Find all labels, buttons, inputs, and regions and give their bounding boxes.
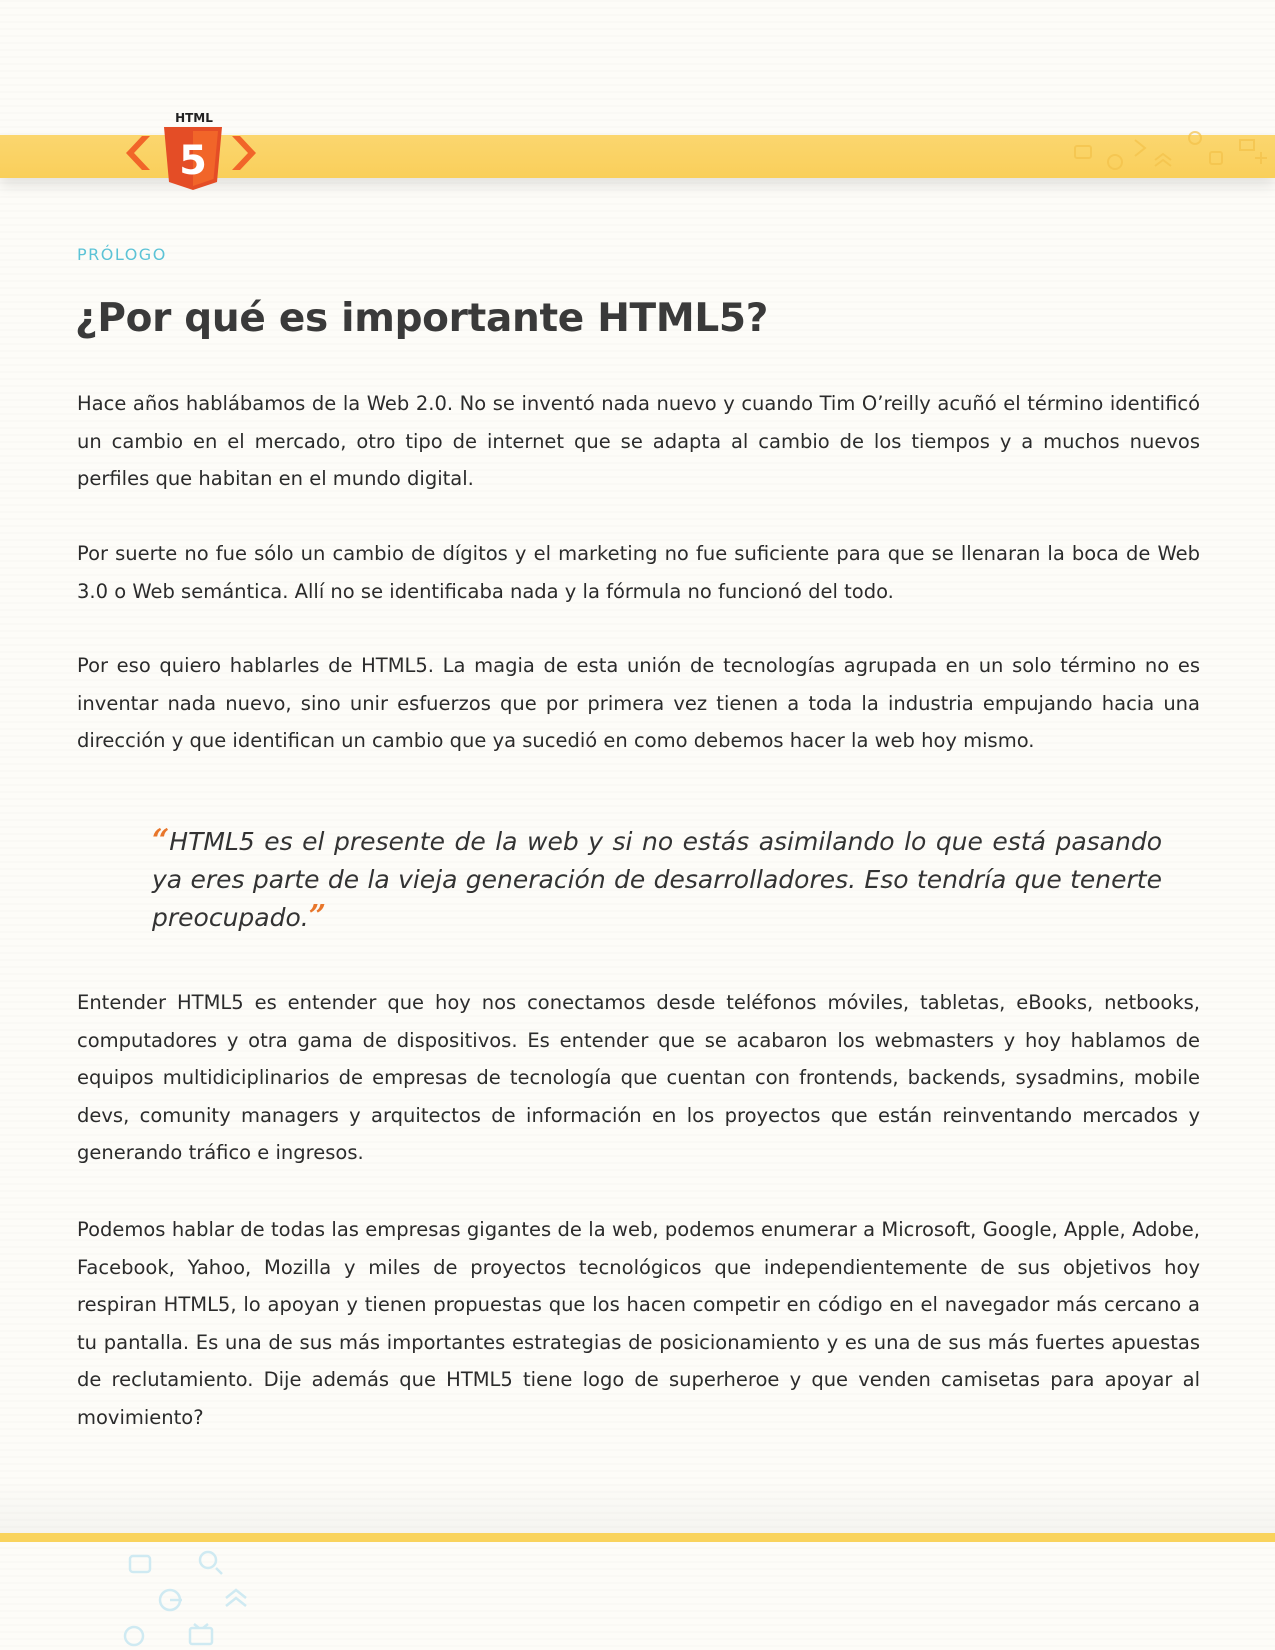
section-label: PRÓLOGO <box>77 245 167 264</box>
phone-icon <box>1210 152 1222 164</box>
layers-icon <box>226 1590 246 1606</box>
paragraph: Podemos hablar de todas las empresas gigantes de la web, podemos enumerar a Microsoft, Google, Apple, Adobe, Facebook, Yahoo, Mozilla y miles de proyectos tecnológicos que independientemente de sus objetivos hoy respiran HTML5, lo apoyan y tienen propuestas que los hacen competir en código en el navegador más cercano a tu pantalla. Es una de sus más importantes estrategias de posicionamiento y es una de sus más fuertes apuestas de reclutamiento. Dije además que HTML5 tiene logo de superheroe y que venden camisetas para apoyar al movimiento? <box>77 1218 1200 1429</box>
page-title: ¿Por qué es importante HTML5? <box>75 296 769 341</box>
paragraph: Hace años hablábamos de la Web 2.0. No se inventó nada nuevo y cuando Tim O’reilly acuñó el término identificó un cambio en el mercado, otro tipo de internet que se adapta al cambio de los tiempos y a muchos nuevos perfiles que habitan en el mundo digital. <box>77 392 1200 491</box>
gear-icon <box>1189 132 1201 144</box>
right-chevron-icon <box>232 136 256 170</box>
quote-text: HTML5 es el presente de la web y si no estás asimilando lo que está pasando ya eres parte de la vieja generación de desarrolladores. Eso tendría que tenerte preocupado. <box>152 827 1162 932</box>
paragraph: Entender HTML5 es entender que hoy nos conectamos desde teléfonos móviles, tabletas, eBooks, netbooks, computadores y otra gama de dispositivos. Es entender que se acabaron los webmasters y hoy hablamos de equipos multidiciplinarios de empresas de tecnología que cuentan con frontends, backends, sysadmins, mobile devs, comunity managers y arquitectos de información en los proyectos que están reinventando mercados y generando tráfico e ingresos. <box>77 991 1200 1165</box>
search-icon <box>200 1552 216 1568</box>
gear-icon <box>125 1627 143 1645</box>
left-chevron-icon <box>126 136 150 170</box>
globe-icon <box>1108 155 1122 169</box>
tv-icon <box>190 1628 212 1644</box>
paragraph: Por eso quiero hablarles de HTML5. La magia de esta unión de tecnologías agrupada en un solo término no es inventar nada nuevo, sino unir esfuerzos que por primera vez tienen a toda la industria empujando hacia una dirección y que identifican un cambio que ya sucedió en como debemos hacer la web hoy mismo. <box>77 654 1200 753</box>
close-quote-icon: ” <box>308 899 326 934</box>
plus-icon <box>1255 152 1267 164</box>
layers-icon <box>1155 154 1171 166</box>
footer-band <box>0 1533 1275 1542</box>
screen-icon <box>1240 140 1254 150</box>
paragraph: Por suerte no fue sólo un cambio de dígitos y el marketing no fue suficiente para que se llenaran la boca de Web 3.0 o Web semántica. Allí no se identificaba nada y la fórmula no funcionó del todo. <box>77 542 1200 603</box>
open-quote-icon: “ <box>152 823 170 858</box>
monitor-icon <box>1075 146 1091 158</box>
monitor-icon <box>130 1556 150 1572</box>
pull-quote <box>152 822 1162 937</box>
logo-text: HTML <box>175 111 213 125</box>
decorative-tech-icons-footer <box>118 1548 278 1650</box>
footer-shadow <box>0 1480 1275 1533</box>
logo-number: 5 <box>179 138 207 184</box>
html5-logo <box>122 110 267 196</box>
chevron-icon <box>1135 140 1145 156</box>
decorative-tech-icons <box>1055 130 1275 190</box>
